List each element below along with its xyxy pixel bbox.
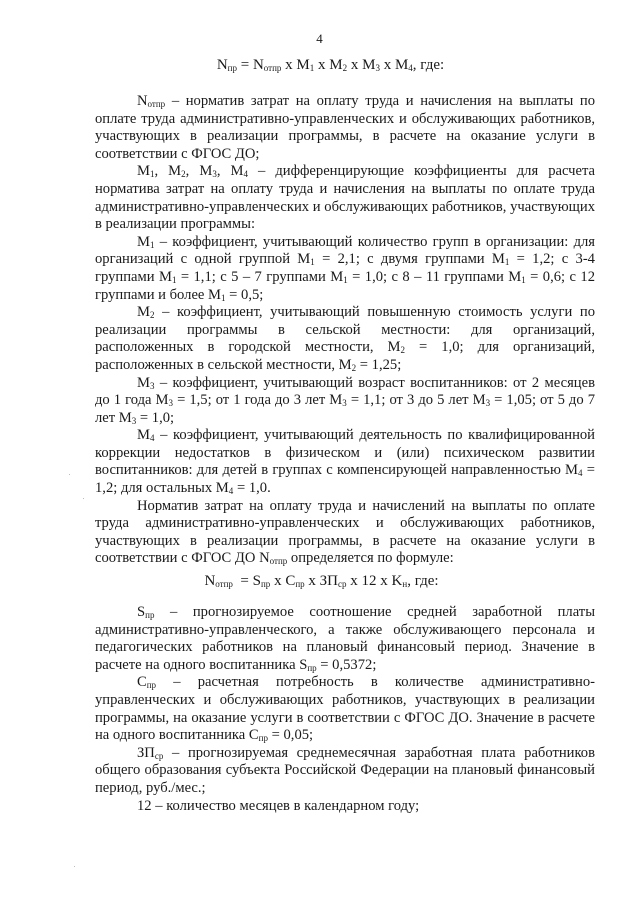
formula-text: x ЗП [304,573,339,589]
text-run: – коэффициент, учитывающий возраст воспитанников: от 2 месяцев до 1 года M [95,374,595,409]
formula-text: x M [379,57,409,73]
text-run: ЗП [137,744,155,761]
formula-n-pr [11,56,639,74]
text-run: – дифференцирующие коэффициенты для расчета норматива затрат на оплату труда и начисления на выплаты по оплате труда административно-управленческих и обслуживающих работников, участвующих в реализации программы: [95,163,596,233]
text-run: – коэффициент, учитывающий повышенную стоимость услуги по реализации программы в сельской местности: для организаций, расположенных в городской местности, M [95,304,595,356]
paragraph-m4 [95,427,595,497]
subscript: 1 [309,63,315,73]
subscript: 3 [131,415,137,426]
subscript: пр [307,662,317,673]
text-run: – коэффициент, учитывающий деятельность по квалифицированной коррекции недостатков в физическом и (или) психическом развитии воспитанников: для детей в группах с компенсирующей направленностью M [95,427,595,479]
subscript: 4 [243,169,248,180]
subscript: 1 [149,239,155,250]
paragraph-zp-sr [95,745,595,798]
text-run: = 1,0; [136,409,175,426]
subscript: 2 [400,345,406,356]
subscript: 3 [375,63,380,73]
text-run: M [137,304,150,321]
text-run: = 0,5; [225,286,264,303]
text-run: C [137,674,147,691]
subscript: 4 [408,63,413,73]
text-run: – прогнозируемое соотношение средней заработной платы административно-управленческого, а также обслуживающего персонала и педагогических работников на плановый финансовый период. Значение в расчете на одного воспитанника S [95,604,595,673]
subscript: ср [338,579,347,589]
subscript: 2 [342,63,348,73]
subscript: пр [260,579,271,589]
paragraph-s-pr [95,604,595,674]
subscript: пр [227,63,237,73]
formula-text: = S [232,573,261,589]
text-run: = 1,2; для остальных M [95,462,595,497]
subscript: пр [146,680,157,691]
text-run: , M [154,163,182,180]
text-run: = 1,5; от 1 года до 3 лет M [173,392,343,409]
text-run: M [137,163,150,180]
text-run: = 1,1; от 3 до 5 лет M [346,392,486,409]
subscript: 3 [342,398,347,409]
text-run: = 0,5372; [316,656,377,673]
subscript: 1 [149,169,155,180]
subscript: отпр [269,556,288,567]
formula-text: x M [347,57,376,73]
formula-n-otpr [2,572,639,590]
paragraph-m3 [95,375,595,428]
text-run: = 1,25; [356,356,402,373]
subscript: 3 [212,169,217,180]
subscript: 2 [351,362,357,373]
text-run: = 1,1; с 5 – 7 группами M [176,268,344,285]
subscript: отпр [147,99,166,109]
subscript: ср [154,750,164,761]
subscript: 3 [168,398,174,409]
text-run: определяется по формуле: [287,550,454,567]
text-run: , M [216,163,244,180]
formula-text: x 12 x K [346,573,403,589]
subscript: отпр [263,63,282,73]
formula-text: N [216,57,228,73]
subscript: 4 [228,486,234,497]
subscript: пр [295,579,305,589]
text-run: = 2,1; с двумя группами M [314,251,505,268]
paragraph-m2 [95,304,595,374]
definitions-block-1 [95,93,595,568]
paragraph-normative-intro [95,498,595,568]
formula-text: x M [281,57,310,73]
text-run: – расчетная потребность в количестве административно-управленческих и обслуживающих работников, участвующих в реализации программы, на оказание услуги в соответствии с ФГОС ДО. Значение в расчете на одного воспитанника C [95,674,595,744]
text-run: = 1,0; с 8 – 11 группами M [347,268,522,285]
paragraph-n-otpr [95,93,595,163]
text-run: = 1,05; от 5 до 7 лет M [95,392,595,426]
subscript: 3 [485,398,491,409]
formula-text: N [204,573,216,589]
formula-text: , где: [412,57,445,73]
scan-speck [83,498,84,499]
paragraph-c-pr [95,674,595,744]
text-run: M [137,427,150,444]
text-run: – коэффициент, учитывающий количество групп в организации: для организаций с одной группой M [95,233,595,268]
subscript: 2 [181,169,186,180]
text-run: = 0,6; с 12 группами и более M [95,268,596,303]
subscript: 2 [149,310,155,321]
text-run: – норматив затрат на оплату труда и начисления на выплаты по оплате труда административно-управленческих и обслуживающих работников, участвующих в реализации программы, в расчете на оказание услуги в соответствии с ФГОС ДО; [95,93,595,162]
text-run: 12 – количество месяцев в календарном году; [137,797,420,814]
text-run: = 1,2; с 3-4 группами M [95,251,595,285]
subscript: 3 [149,380,155,391]
subscript: пр [145,610,155,620]
paragraph-months [95,798,595,816]
subscript: 1 [310,257,315,268]
subscript: пр [258,733,268,744]
text-run: = 1,0. [233,480,271,497]
text-run: S [137,604,146,620]
text-run: – прогнозируемая среднемесячная заработная плата работников общего образования субъекта Российской Федерации на плановый финансовый период, руб./мес.; [95,744,595,796]
definitions-block-2 [95,604,595,815]
subscript: 1 [343,274,348,285]
subscript: отпр [215,579,233,589]
formula-text: = N [236,57,264,73]
subscript: 1 [171,274,177,285]
scan-speck [69,474,70,475]
page-number: 4 [316,31,323,46]
formula-text: x M [314,57,343,73]
text-run: Норматив затрат на оплату труда и начислений на выплаты по оплате труда административно-управленческих и обслуживающих работников, участвующих в реализации программы, в расчете на оказание услуги в соответствии с ФГОС ДО N [95,497,595,567]
text-run: = 0,05; [267,727,314,744]
paragraph-m1 [95,234,595,304]
subscript: 1 [521,274,526,285]
formula-text: , где: [407,573,439,589]
subscript: н [402,579,408,589]
subscript: 1 [504,257,510,268]
subscript: 1 [221,292,226,303]
text-run: N [137,93,148,109]
paragraph-coefficients [95,163,595,233]
text-run: = 1,0; для организаций, расположенных в сельской местности, M [95,339,595,373]
text-run: M [137,374,150,391]
subscript: 4 [578,468,583,479]
scan-speck [74,866,75,867]
formula-text: x C [270,573,296,589]
text-run: M [137,233,150,250]
subscript: 4 [149,433,155,444]
text-run: , M [185,163,213,180]
